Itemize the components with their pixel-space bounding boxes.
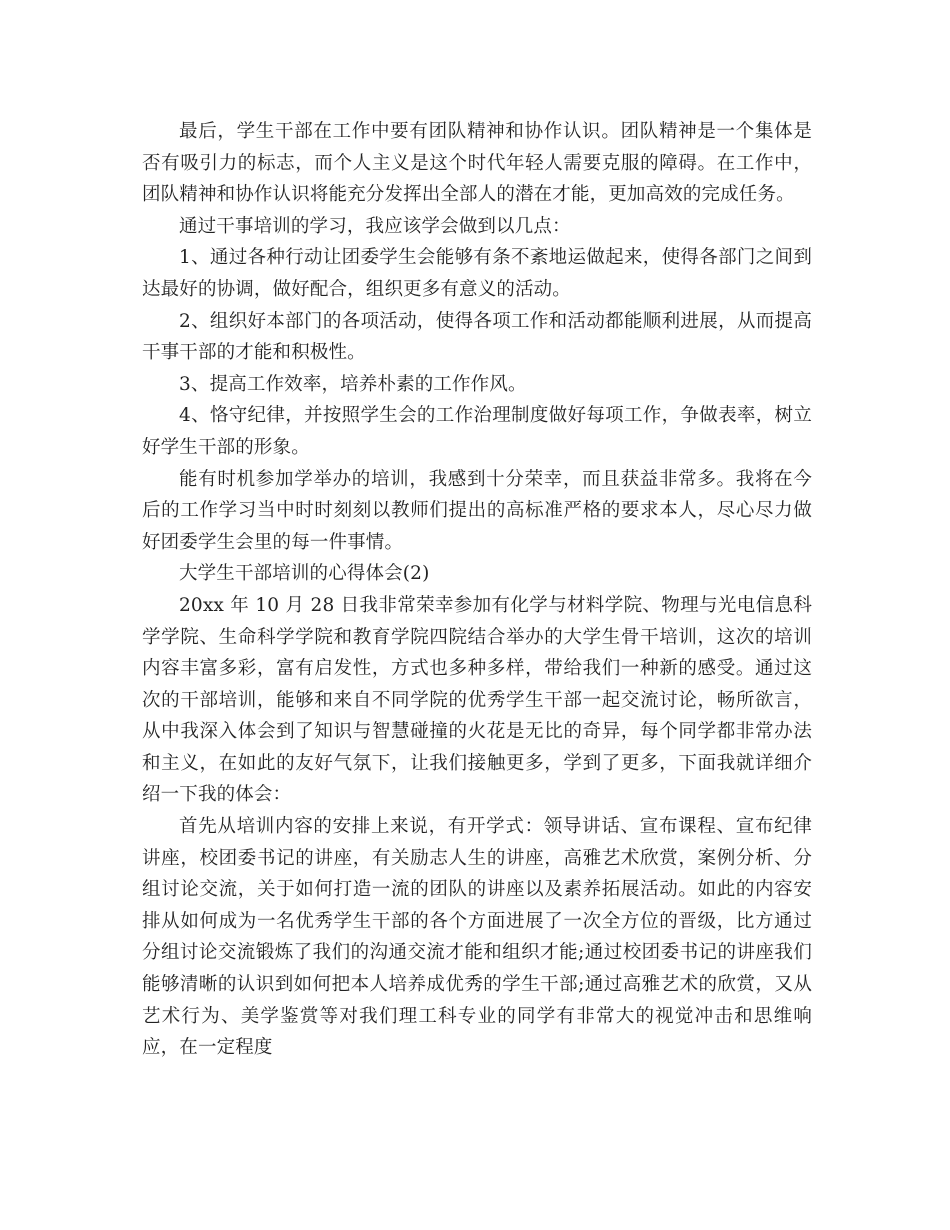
list-item-1: 1、通过各种行动让团委学生会能够有条不紊地运做起来，使得各部门之间到达最好的协调，做好配合，组织更多有意义的活动。 [142, 247, 812, 300]
document-body [142, 116, 812, 1064]
paragraph-gratitude: 能有时机参加学举办的培训，我感到十分荣幸，而且获益非常多。我将在今后的工作学习当中时时刻刻以教师们提出的高标准严格的要求本人，尽心尽力做好团委学生会里的每一件事情。 [142, 468, 812, 553]
section-heading: 大学生干部培训的心得体会(2) [179, 563, 430, 585]
list-item-2: 2、组织好本部门的各项活动，使得各项工作和活动都能顺利进展，从而提高干事干部的才能和积极性。 [142, 310, 812, 364]
list-item-3: 3、提高工作效率，培养朴素的工作作风。 [179, 373, 527, 395]
list-item-4: 4、恪守纪律，并按照学生会的工作治理制度做好每项工作，争做表率，树立好学生干部的形象。 [142, 405, 812, 458]
paragraph-training-content: 首先从培训内容的安排上来说，有开学式：领导讲话、宣布课程、宣布纪律讲座，校团委书记的讲座，有关励志人生的讲座，高雅艺术欣赏，案例分析、分组讨论交流，关于如何打造一流的团队的讲座以及素养拓展活动。如此的内容安排从如何成为一名优秀学生干部的各个方面进展了一次全方位的晋级，比方通过分组讨论交流锻炼了我们的沟通交流才能和组织才能;通过校团委书记的讲座我们能够清晰的认识到如何把本人培养成优秀的学生干部;通过高雅艺术的欣赏，又从艺术行为、美学鉴赏等对我们理工科专业的同学有非常大的视觉冲击和思维响应，在一定程度 [142, 816, 812, 1059]
paragraph-training-date: 20xx 年 10 月 28 日我非常荣幸参加有化学与材料学院、物理与光电信息科学学院、生命科学学院和教育学院四院结合举办的大学生骨干培训，这次的培训内容丰富多彩，富有启发性，方式也多种多样，带给我们一种新的感受。通过这次的干部培训，能够和来自不同学院的优秀学生干部一起交流讨论，畅所欲言，从中我深入体会到了知识与智慧碰撞的火花是无比的奇异，每个同学都非常办法和主义，在如此的友好气氛下，让我们接触更多，学到了更多，下面我就详细介绍一下我的体会： [142, 594, 812, 806]
paragraph-teamwork: 最后，学生干部在工作中要有团队精神和协作认识。团队精神是一个集体是否有吸引力的标志，而个人主义是这个时代年轻人需要克服的障碍。在工作中，团队精神和协作认识将能充分发挥出全部人的潜在才能，更加高效的完成任务。 [142, 121, 812, 206]
paragraph-training-intro: 通过干事培训的学习，我应该学会做到以几点： [179, 215, 571, 237]
